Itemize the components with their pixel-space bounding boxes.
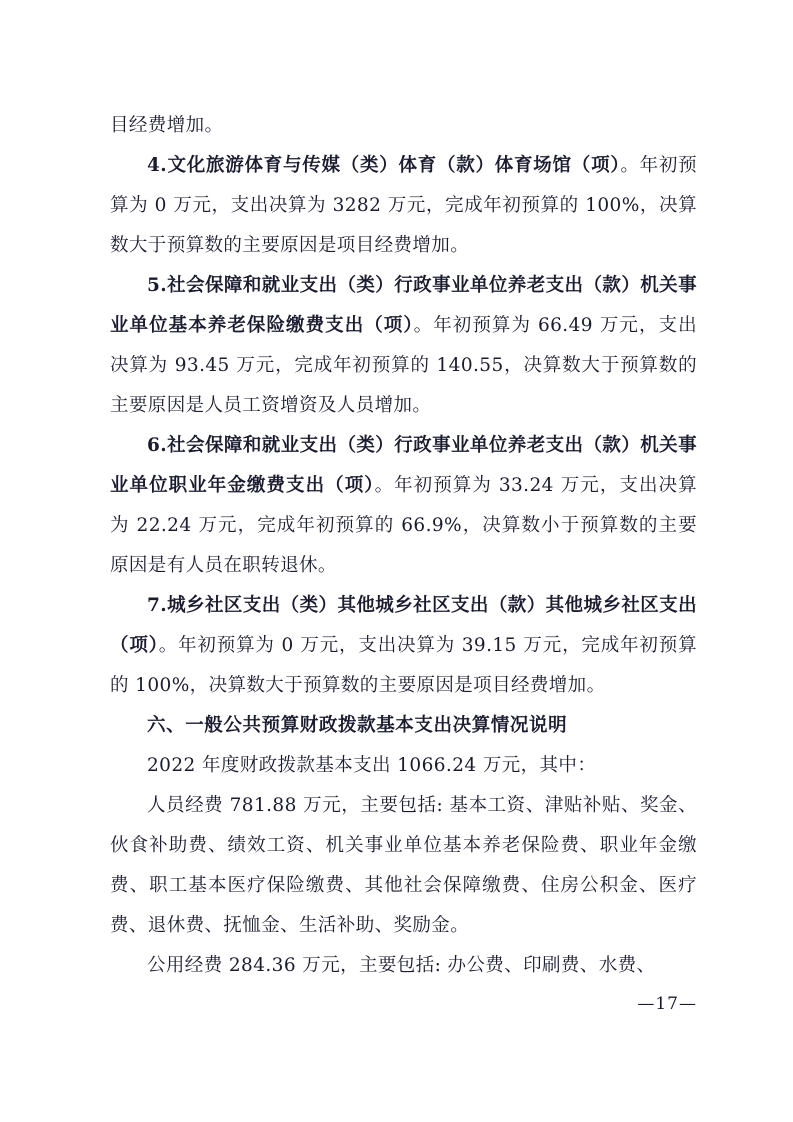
paragraph-personnel-expenses: [110, 786, 697, 946]
paragraph-item-7: [110, 586, 697, 706]
paragraph-basic-expenditure-total: [110, 746, 697, 786]
text-run: 。年初预算为 66.49 万元，支出决算为 93.45 万元，完成年初预算的 140.55，决算数大于预算数的主要原因是人员工资增资及人员增加。: [110, 315, 697, 416]
text-run-bold: 5.社会保障和就业支出（类）行政事业单位养老支出（款）机关事业单位基本养老保险缴费支出（项）: [110, 275, 697, 336]
text-run: 。年初预算为 0 万元，支出决算为 39.15 万元，完成年初预算的 100%，决算数大于预算数的主要原因是项目经费增加。: [110, 635, 697, 696]
paragraph-item-4: [110, 146, 697, 266]
paragraph-public-expenses: [110, 946, 697, 986]
text-run: 人员经费 781.88 万元，主要包括: 基本工资、津贴补贴、奖金、伙食补助费、绩效工资、机关事业单位基本养老保险费、职业年金缴费、职工基本医疗保险缴费、其他社会保障缴费、住房公积金、医疗费、退休费、抚恤金、生活补助、奖励金。: [110, 795, 697, 936]
text-run: 。年初预算为 33.24 万元，支出决算为 22.24 万元，完成年初预算的 66.9%，决算数小于预算数的主要原因是有人员在职转退休。: [110, 475, 697, 576]
text-run-bold: 6.社会保障和就业支出（类）行政事业单位养老支出（款）机关事业单位职业年金缴费支出（项）: [110, 435, 697, 496]
paragraph-continued: [110, 106, 697, 146]
text-run: 公用经费 284.36 万元，主要包括: 办公费、印刷费、水费、: [147, 955, 656, 976]
text-run: 目经费增加。: [110, 115, 224, 136]
text-run-bold: 4.文化旅游体育与传媒（类）体育（款）体育场馆（项）: [147, 155, 621, 176]
text-run-bold: 7.城乡社区支出（类）其他城乡社区支出（款）其他城乡社区支出（项）: [110, 595, 697, 656]
text-run: 2022 年度财政拨款基本支出 1066.24 万元，其中：: [147, 755, 597, 776]
paragraph-item-6: [110, 426, 697, 586]
page-number: —17—: [637, 994, 697, 1014]
section-heading: 六、一般公共预算财政拨款基本支出决算情况说明: [147, 715, 568, 736]
text-run: 。年初预算为 0 万元，支出决算为 3282 万元，完成年初预算的 100%，决算数大于预算数的主要原因是项目经费增加。: [110, 155, 697, 256]
paragraph-item-5: [110, 266, 697, 426]
document-body: [110, 106, 697, 986]
